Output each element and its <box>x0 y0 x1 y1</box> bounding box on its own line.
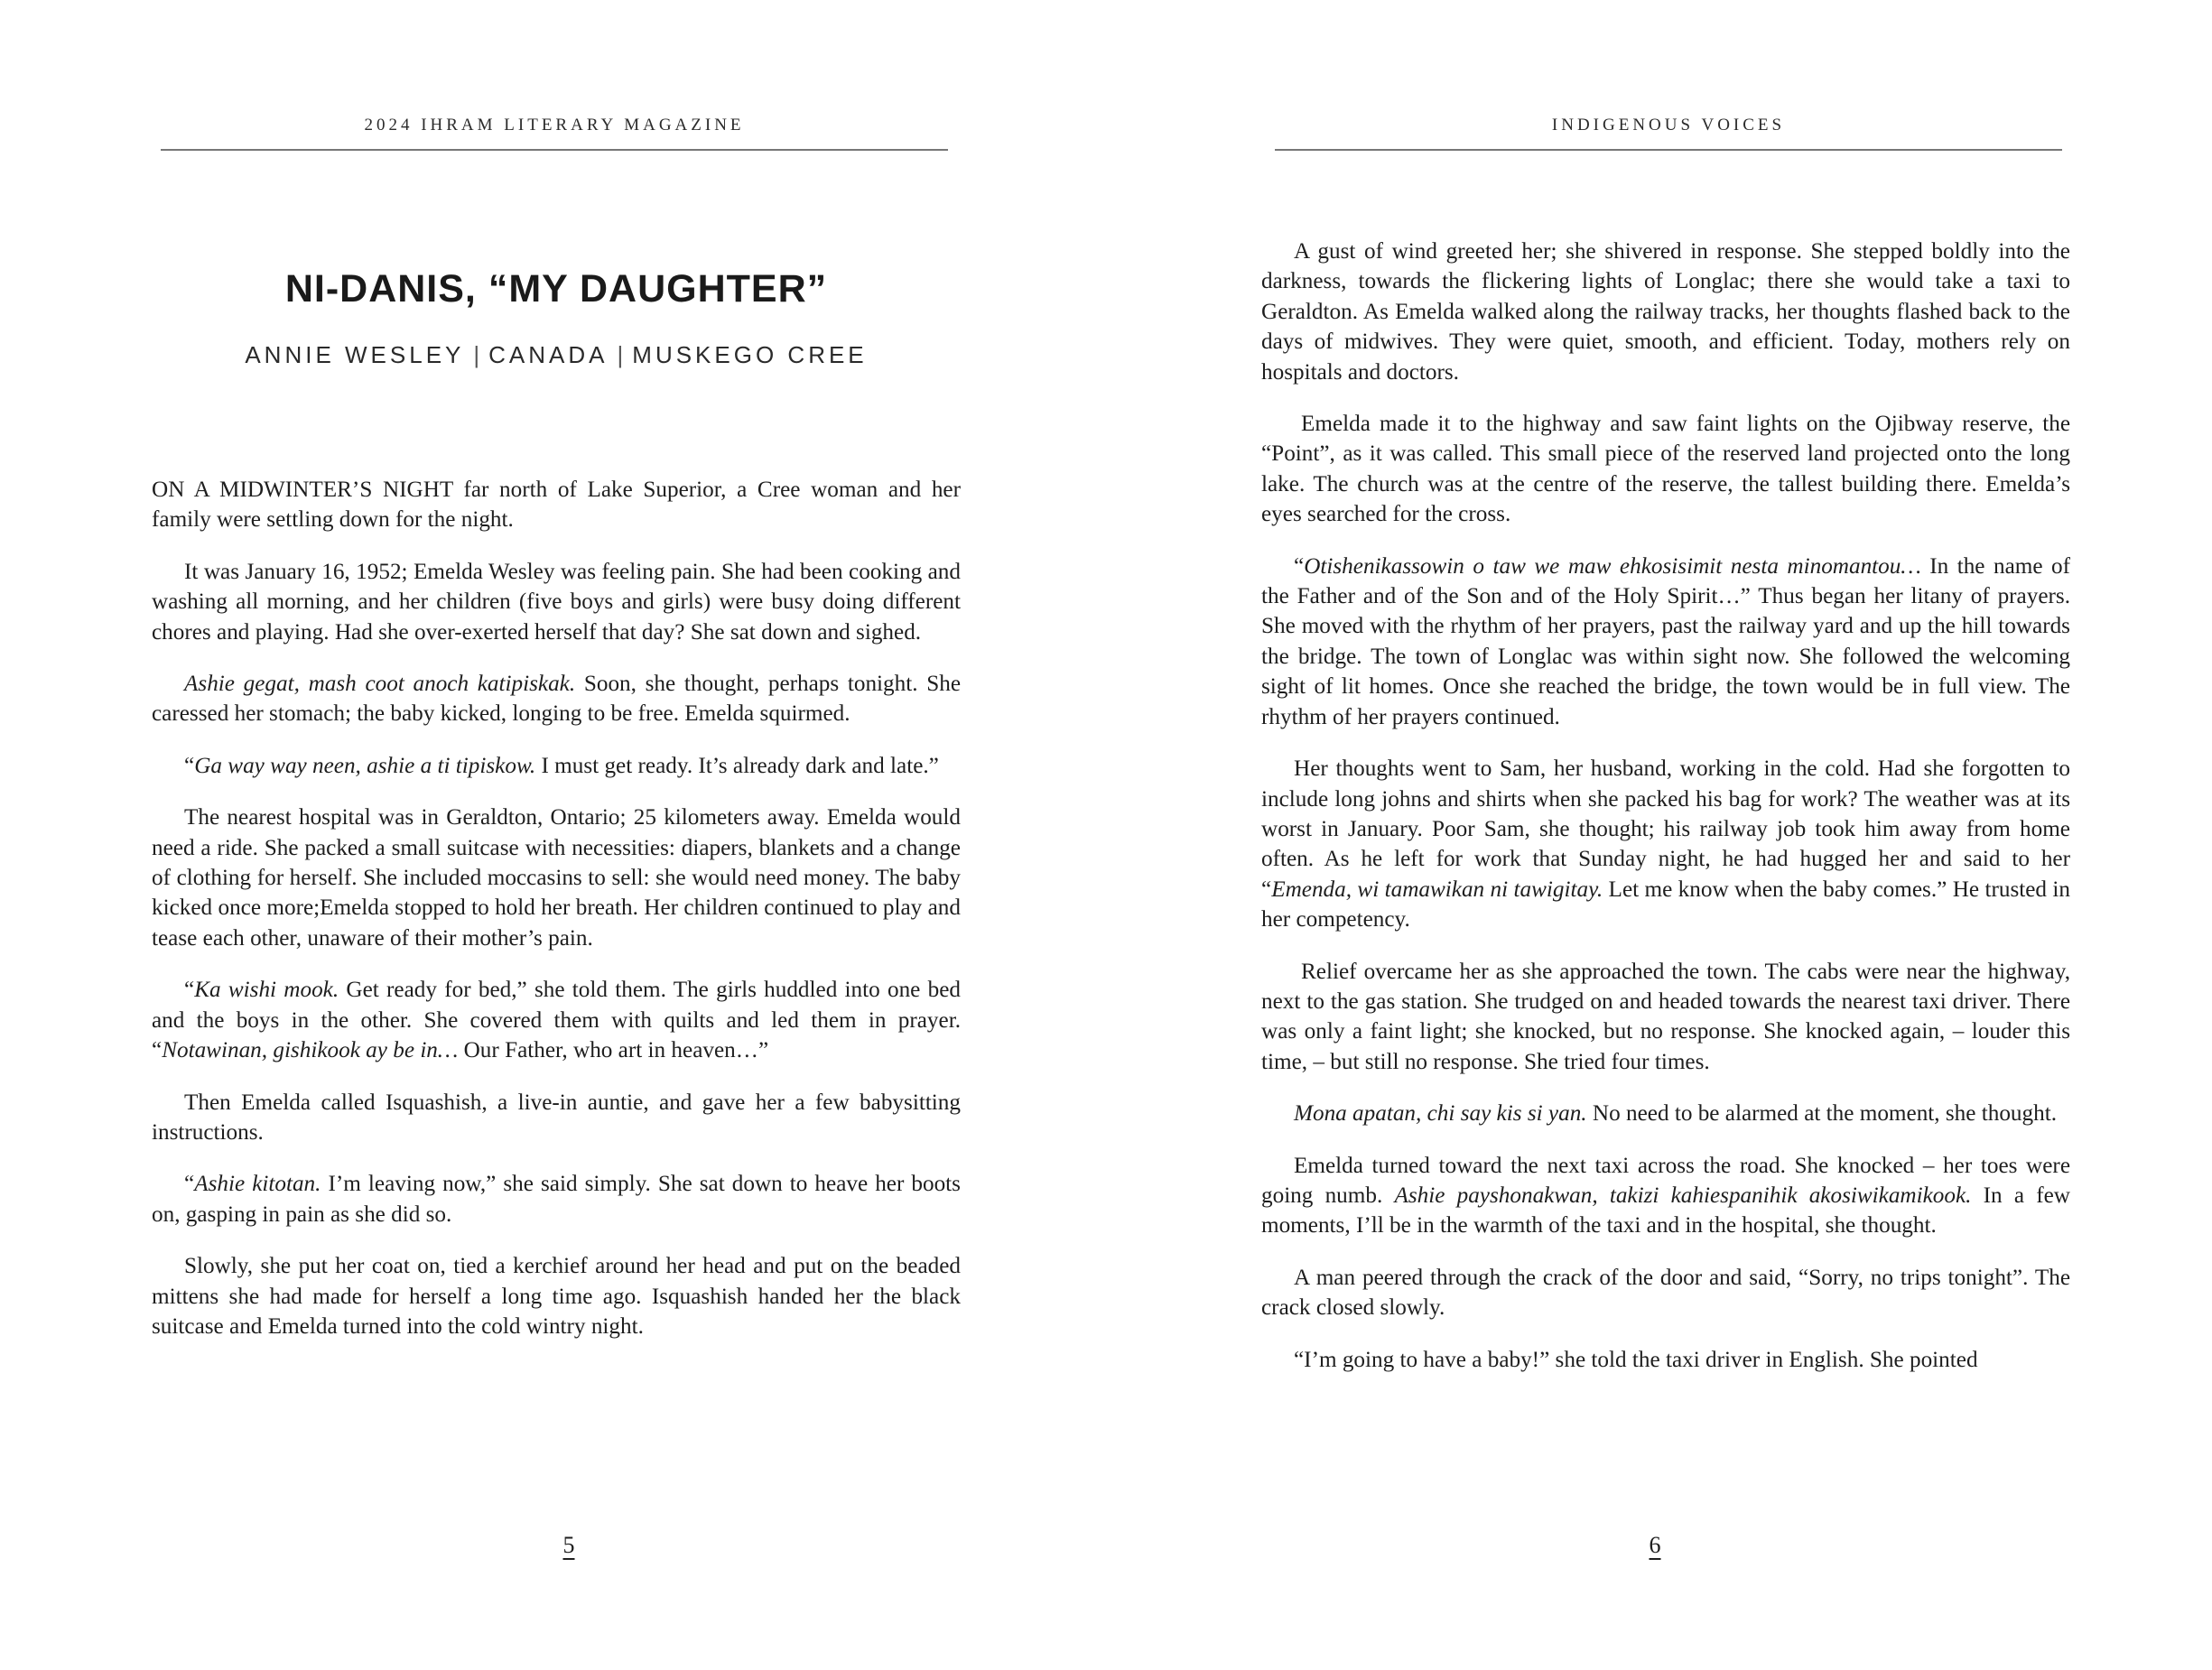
paragraph: The nearest hospital was in Geraldton, Ontario; 25 kilometers away. Emelda would need a ride. She packed a small suitcase with necessities: diapers, blankets and a change of clothing for herself. She included moccasins to sell: she would need money. The baby kicked once more;Emelda stopped to hold her breath. Her children continued to play and tease each other, unaware of their mother’s pain. <box>152 805 961 951</box>
paragraph: “Ashie kitotan. I’m leaving now,” she said simply. She sat down to heave her boots on, gasping in pain as she did so. <box>152 1172 961 1227</box>
story-body-left <box>152 475 961 1341</box>
paragraph: ON A MIDWINTER’S NIGHT far north of Lake Superior, a Cree woman and her family were settling down for the night. <box>152 478 961 533</box>
paragraph: It was January 16, 1952; Emelda Wesley was feeling pain. She had been cooking and washing all morning, and her children (five boys and girls) were busy doing different chores and playing. Had she over-exerted herself that day? She sat down and sighed. <box>152 559 961 645</box>
paragraph: A man peered through the crack of the door and said, “Sorry, no trips tonight”. The crack closed slowly. <box>1261 1265 2070 1321</box>
author-nation: MUSKEGO CREE <box>632 341 868 368</box>
paragraph: Mona apatan, chi say kis si yan. No need to be alarmed at the moment, she thought. <box>1294 1101 2058 1127</box>
paragraph: Her thoughts went to Sam, her husband, working in the cold. Had she forgotten to include long johns and shirts when she packed his bag for work? The weather was at its worst in January. Poor Sam, she thought; his railway job took him away from home often. As he left for work that Sunday night, he had hugged her and said to her “Emenda, wi tamawikan ni tawigitay. Let me know when the baby comes.” He trusted in her competency. <box>1261 756 2070 932</box>
running-head-right: INDIGENOUS VOICES <box>1551 116 1786 135</box>
header-rule-left <box>161 149 948 151</box>
byline-separator: | <box>617 341 624 368</box>
paragraph: Emelda turned toward the next taxi across the road. She knocked – her toes were going numb. Ashie payshonakwan, takizi kahiespanihik akosiwikamikook. In a few moments, I’ll be in the warmth of the taxi and in the hospital, she thought. <box>1261 1153 2070 1239</box>
right-page <box>1106 0 2212 1670</box>
paragraph: “Ga way way neen, ashie a ti tipiskow. I must get ready. It’s already dark and late.” <box>184 753 939 778</box>
page-number-left: 5 <box>562 1532 575 1558</box>
author-country: CANADA <box>488 341 609 368</box>
header-rule-right <box>1275 149 2062 151</box>
paragraph: A gust of wind greeted her; she shivered in response. She stepped boldly into the darkness, towards the flickering lights of Longlac; there she would take a taxi to Geraldton. As Emelda walked along the railway tracks, her thoughts flashed back to the days of midwives. They were quiet, smooth, and efficient. Today, mothers rely on hospitals and doctors. <box>1261 239 2070 385</box>
author-name: ANNIE WESLEY <box>245 341 465 368</box>
paragraph: “I’m going to have a baby!” she told the taxi driver in English. She pointed <box>1294 1347 1978 1372</box>
paragraph: Ashie gegat, mash coot anoch katipiskak. Soon, she thought, perhaps tonight. She caressed her stomach; the baby kicked, longing to be free. Emelda squirmed. <box>152 672 961 727</box>
byline-separator: | <box>473 341 480 368</box>
paragraph: Then Emelda called Isquashish, a live-in auntie, and gave her a few babysitting instructions. <box>152 1090 961 1145</box>
story-title: NI-DANIS, “MY DAUGHTER” <box>284 267 828 311</box>
paragraph: Emelda made it to the highway and saw faint lights on the Ojibway reserve, the “Point”, as it was called. This small piece of the reserved land projected onto the long lake. The church was at the centre of the reserve, the tallest building there. Emelda’s eyes searched for the cross. <box>1261 412 2070 527</box>
paragraph: Relief overcame her as she approached the town. The cabs were near the highway, next to the gas station. She trudged on and headed towards the nearest taxi driver. There was only a faint light; she knocked, but no response. She knocked again, – louder this time, – but still no response. She tried four times. <box>1261 959 2070 1074</box>
paragraph: “Otishenikassowin o taw we maw ehkosisimit nesta minomantou… In the name of the Father and of the Son and of the Holy Spirit…” Thus began her litany of prayers. She moved with the rhythm of her prayers, past the railway yard and up the hill towards the bridge. The town of Longlac was within sight now. She followed the welcoming sight of lit homes. Once she reached the bridge, the town would be in full view. The rhythm of her prayers continued. <box>1261 553 2071 729</box>
byline <box>152 341 961 369</box>
story-body-right <box>1261 237 2070 1375</box>
paragraph: “Ka wishi mook. Get ready for bed,” she told them. The girls huddled into one bed and the boys in the other. She covered them with quilts and led them in prayer. “Notawinan, gishikook ay be in… Our Father, who art in heaven…” <box>152 978 961 1063</box>
paragraph: Slowly, she put her coat on, tied a kerchief around her head and put on the beaded mittens she had made for herself a long time ago. Isquashish handed her the black suitcase and Emelda turned into the cold wintry night. <box>152 1254 961 1339</box>
running-head-left: 2024 IHRAM LITERARY MAGAZINE <box>364 116 745 135</box>
page-number-right: 6 <box>1649 1532 1661 1558</box>
